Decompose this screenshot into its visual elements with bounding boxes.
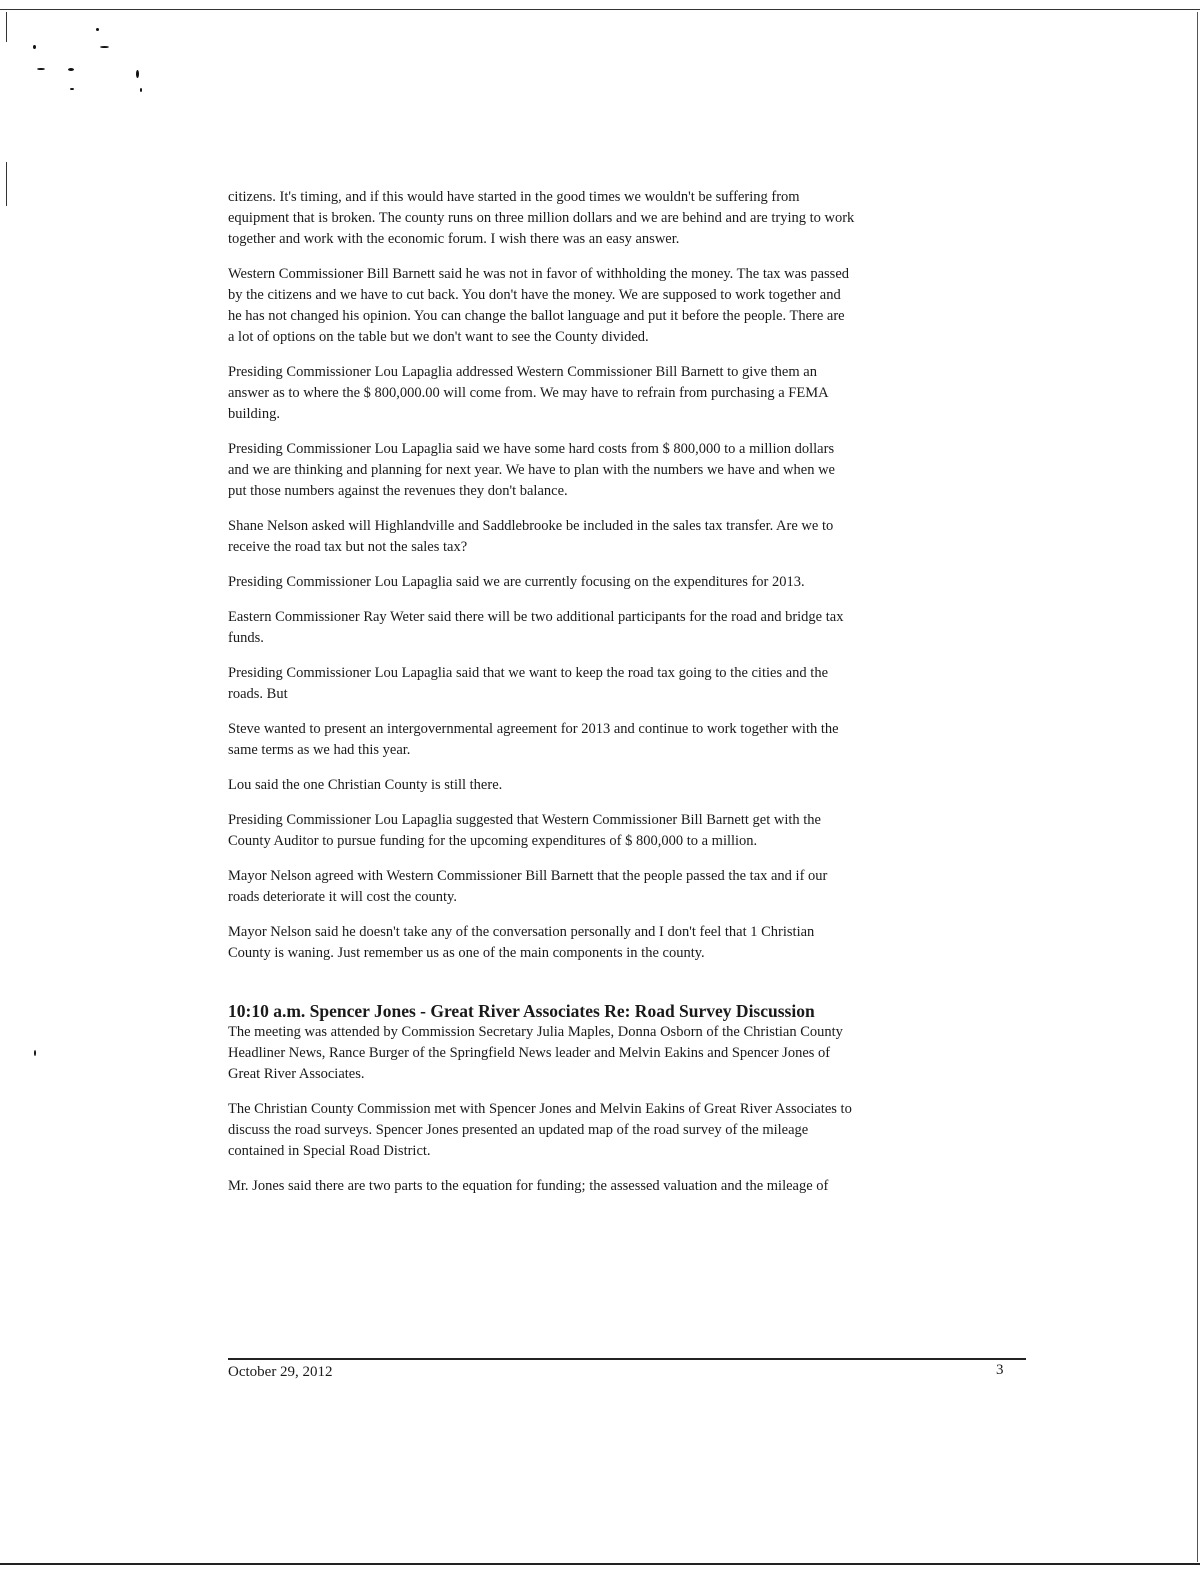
scan-speck (37, 68, 45, 70)
section-heading: 10:10 a.m. Spencer Jones - Great River Associates Re: Road Survey Discussion (228, 1001, 815, 1021)
scan-bottom-edge (0, 1563, 1200, 1565)
paragraph: Presiding Commissioner Lou Lapaglia said that we want to keep the road tax going to the cities and the roads. But (228, 665, 829, 702)
paragraph: The meeting was attended by Commission Secretary Julia Maples, Donna Osborn of the Christian County Headliner News, Rance Burger of the Springfield News leader and Melvin Eakins and Spencer Jones of Great River Associates. (228, 1024, 843, 1082)
paragraph: Presiding Commissioner Lou Lapaglia suggested that Western Commissioner Bill Barnett get with the County Auditor to pursue funding for the upcoming expenditures of $ 800,000 to a million. (228, 812, 821, 849)
scan-speck (70, 88, 74, 90)
paragraph: Mr. Jones said there are two parts to the equation for funding; the assessed valuation and the mileage of (228, 1178, 829, 1194)
footer-date: October 29, 2012 (228, 1364, 333, 1380)
paragraph: Mayor Nelson said he doesn't take any of the conversation personally and I don't feel that 1 Christian County is waning. Just remember us as one of the main components in the county. (228, 924, 815, 961)
scan-speck (140, 88, 142, 92)
paragraph: Presiding Commissioner Lou Lapaglia addressed Western Commissioner Bill Barnett to give them an answer as to where the $ 800,000.00 will come from. We may have to refrain from purchasing a FEMA building. (228, 364, 829, 422)
paragraph: citizens. It's timing, and if this would have started in the good times we wouldn't be suffering from equipment that is broken. The county runs on three million dollars and we are behind and are trying to work together and work with the economic forum. I wish there was an easy answer. (228, 189, 855, 247)
scan-speck (136, 70, 139, 78)
scan-speck (96, 28, 99, 31)
scan-top-edge (0, 9, 1200, 10)
page-number: 3 (996, 1362, 1004, 1378)
footer-rule (228, 1358, 1026, 1360)
paragraph: Mayor Nelson agreed with Western Commissioner Bill Barnett that the people passed the tax and if our roads deteriorate it will cost the county. (228, 868, 828, 905)
paragraph: Western Commissioner Bill Barnett said he was not in favor of withholding the money. The tax was passed by the citizens and we have to cut back. You don't have the money. We are supposed to work together and he has not changed his opinion. You can change the ballot language and put it before the people. There are a lot of options on the table but we don't want to see the County divided. (228, 266, 850, 345)
scan-left-edge-mark (6, 12, 7, 42)
paragraph: Presiding Commissioner Lou Lapaglia said we have some hard costs from $ 800,000 to a million dollars and we are thinking and planning for next year. We have to plan with the numbers we have and when we put those numbers against the revenues they don't balance. (228, 441, 835, 499)
scan-speck (68, 68, 74, 71)
paragraph: Lou said the one Christian County is still there. (228, 777, 503, 793)
scan-speck (34, 1050, 36, 1056)
document-body (228, 187, 948, 1211)
paragraph: Shane Nelson asked will Highlandville and Saddlebrooke be included in the sales tax transfer. Are we to receive the road tax but not the sales tax? (228, 518, 834, 555)
scan-right-edge (1197, 12, 1198, 1562)
paragraph: Eastern Commissioner Ray Weter said there will be two additional participants for the road and bridge tax funds. (228, 609, 844, 646)
paragraph: Steve wanted to present an intergovernmental agreement for 2013 and continue to work together with the same terms as we had this year. (228, 721, 839, 758)
scan-speck (100, 46, 109, 48)
paragraph: Presiding Commissioner Lou Lapaglia said we are currently focusing on the expenditures for 2013. (228, 574, 805, 590)
paragraph: The Christian County Commission met with Spencer Jones and Melvin Eakins of Great River Associates to discuss the road surveys. Spencer Jones presented an updated map of the road survey of the mileage contained in Special Road District. (228, 1101, 852, 1159)
scan-speck (33, 45, 36, 49)
scan-left-edge-mark (6, 162, 7, 206)
